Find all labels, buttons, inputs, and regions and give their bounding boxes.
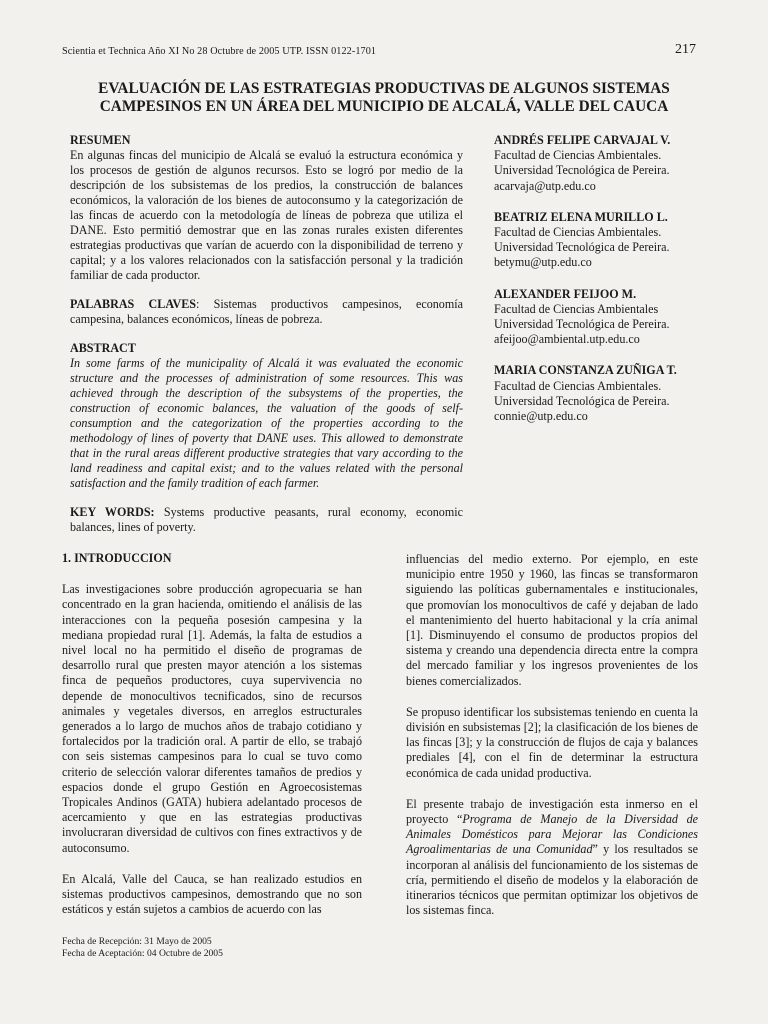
- author-university: Universidad Tecnológica de Pereira.: [494, 393, 670, 408]
- project-outro-text: ” y los resultados se incorporan al análisis del funcionamiento de los sistemas de cría, permitiendo el diseño de modelos y la elaboración de itinerarios técnicos que permitan optimizar los objetivos de los sistemas finca.: [406, 842, 698, 918]
- author-affiliation: Facultad de Ciencias Ambientales.: [494, 225, 662, 240]
- author-email: acarvaja@utp.edu.co: [494, 178, 596, 193]
- author-name: MARIA CONSTANZA ZUÑIGA T.: [494, 363, 677, 378]
- palabras-claves-label: PALABRAS CLAVES: [70, 297, 197, 311]
- abstract-text: In some farms of the municipality of Alcalá it was evaluated the economic structure and the processes of administration of some resources. This was achieved through the description of the subsystems of the properties, the construction of economic balances, the valuation of the goods of self-consumption and the categorization of the properties according to the methodology of lines of poverty that DANE uses. This allowed to demonstrate that in the rural areas different productive strategies that vary according to the land readiness and capital exist; and to the values related with the personal satisfaction and the family tradition of each farmer.: [70, 356, 463, 490]
- author-email: afeijoo@ambiental.utp.edu.co: [494, 332, 640, 347]
- author-name: BEATRIZ ELENA MURILLO L.: [494, 209, 668, 224]
- footer-dates: [62, 936, 223, 961]
- author-block: [494, 287, 704, 348]
- author-email: betymu@utp.edu.co: [494, 255, 592, 270]
- intro-paragraph: [406, 797, 698, 919]
- key-words-text: Systems productive peasants, rural economy, economic balances, lines of poverty.: [70, 505, 463, 534]
- title-line-1: EVALUACIÓN DE LAS ESTRATEGIAS PRODUCTIVAS DE ALGUNOS SISTEMAS: [98, 80, 670, 97]
- project-intro-text: El presente trabajo de investigación esta inmerso en el proyecto “: [406, 796, 698, 827]
- intro-paragraph: Se propuso identificar los subsistemas teniendo en cuenta la división en subsistemas [2]; la clasificación de los bienes de las fincas [3]; y la construcción de flujos de caja y balances prediales [4], con el fin de determinar la estructura económica de cada unidad productiva.: [406, 704, 698, 780]
- abstract-column: [70, 133, 463, 535]
- title-line-2: CAMPESINOS EN UN ÁREA DEL MUNICIPIO DE ALCALÁ, VALLE DEL CAUCA: [99, 98, 669, 115]
- author-block: [494, 133, 704, 194]
- author-affiliation: Facultad de Ciencias Ambientales: [494, 301, 659, 316]
- palabras-claves-text: : Sistemas productivos campesinos, economía campesina, balances económicos, líneas de pobreza.: [70, 297, 463, 326]
- author-name: ANDRÉS FELIPE CARVAJAL V.: [494, 133, 671, 147]
- intro-paragraph: Las investigaciones sobre producción agropecuaria se han concentrado en la gran hacienda, omitiendo el análisis de las interacciones con la pequeña posesión campesina y la mediana propiedad rural [1]. Además, la falta de estudios a nivel local no ha permitido el diseño de programas de desarrollo rural que presten mayor atención a los sistemas finca de pequeños productores, cuya supervivencia no depende de monocultivos tecnificados, sino de recursos animales y vegetales diversos, en arreglos estructurales generados a lo largo de muchos años de trabajo cotidiano y fortalecidos por la tradición oral. A partir de ello, se trabajó con seis sistemas campesinos para lo cual se tuvo como criterio de selección valorar diferentes tamaños de predios y espacios donde el grupo Gestión en Agroecosistemas Tropicales Andinos (GATA) hubiera adelantado procesos de acercamiento y que en las estrategias productivas involucraran diversidad de cultivos con fines extractivos y de autoconsumo.: [62, 582, 362, 855]
- body-right-column: [406, 552, 698, 934]
- key-words-label: KEY WORDS:: [70, 505, 155, 519]
- abstract-heading: ABSTRACT: [70, 341, 136, 355]
- resumen-text: En algunas fincas del municipio de Alcalá se evaluó la estructura económica y los procesos de gestión de algunos recursos. Esto se logró por medio de la descripción de los subsistemas de los predios, la construcción de balances económicos, la valoración de los bienes de autoconsumo y la categorización de las fincas de acuerdo con la metodología de líneas de pobreza que utiliza el DANE. Esto permitió demostrar que en las zonas rurales existen diferentes estrategias productivas que varían de acuerdo con la disponibilidad de terreno y capital; y a los valores relacionados con la satisfacción personal y la tradición familiar de cada productor.: [70, 148, 463, 282]
- key-words: [70, 505, 463, 535]
- resumen-heading: RESUMEN: [70, 133, 131, 147]
- journal-header: Scientia et Technica Año XI No 28 Octubre de 2005 UTP. ISSN 0122-1701: [62, 46, 377, 57]
- author-block: [494, 363, 704, 424]
- author-university: Universidad Tecnológica de Pereira.: [494, 163, 670, 178]
- accepted-date: Fecha de Aceptación: 04 Octubre de 2005: [62, 948, 223, 960]
- author-university: Universidad Tecnológica de Pereira.: [494, 240, 670, 255]
- author-name: ALEXANDER FEIJOO M.: [494, 286, 637, 301]
- intro-paragraph: En Alcalá, Valle del Cauca, se han realizado estudios en sistemas productivos campesinos, demostrando que no son estáticos y están sujetos a cambios de acuerdo con las: [62, 871, 362, 917]
- palabras-claves: [70, 297, 463, 327]
- authors-column: [494, 133, 704, 440]
- intro-heading: 1. INTRODUCCION: [62, 551, 172, 565]
- author-block: [494, 210, 704, 271]
- paper-title: [60, 80, 708, 116]
- page-number: 217: [675, 42, 696, 57]
- author-university: Universidad Tecnológica de Pereira.: [494, 317, 670, 332]
- author-email: connie@utp.edu.co: [494, 409, 588, 424]
- author-affiliation: Facultad de Ciencias Ambientales.: [494, 378, 662, 393]
- body-left-column: [62, 551, 362, 933]
- author-affiliation: Facultad de Ciencias Ambientales.: [494, 148, 662, 163]
- intro-paragraph: influencias del medio externo. Por ejemplo, en este municipio entre 1950 y 1960, las fincas se transformaron siguiendo las políticas gubernamentales e institucionales, que promovían los monocultivos de café y dejaban de lado el mantenimiento del huerto habitacional y la cría animal [1]. Disminuyendo el consumo de productos propios del sistema y creando una dependencia directa entre la compra del mercado familiar y los ingresos provenientes de los bienes comercializados.: [406, 552, 698, 688]
- project-title: Programa de Manejo de la Diversidad de Animales Domésticos para Mejorar las Condiciones Agroalimentarias de una Comunidad: [406, 812, 699, 857]
- received-date: Fecha de Recepción: 31 Mayo de 2005: [62, 936, 212, 947]
